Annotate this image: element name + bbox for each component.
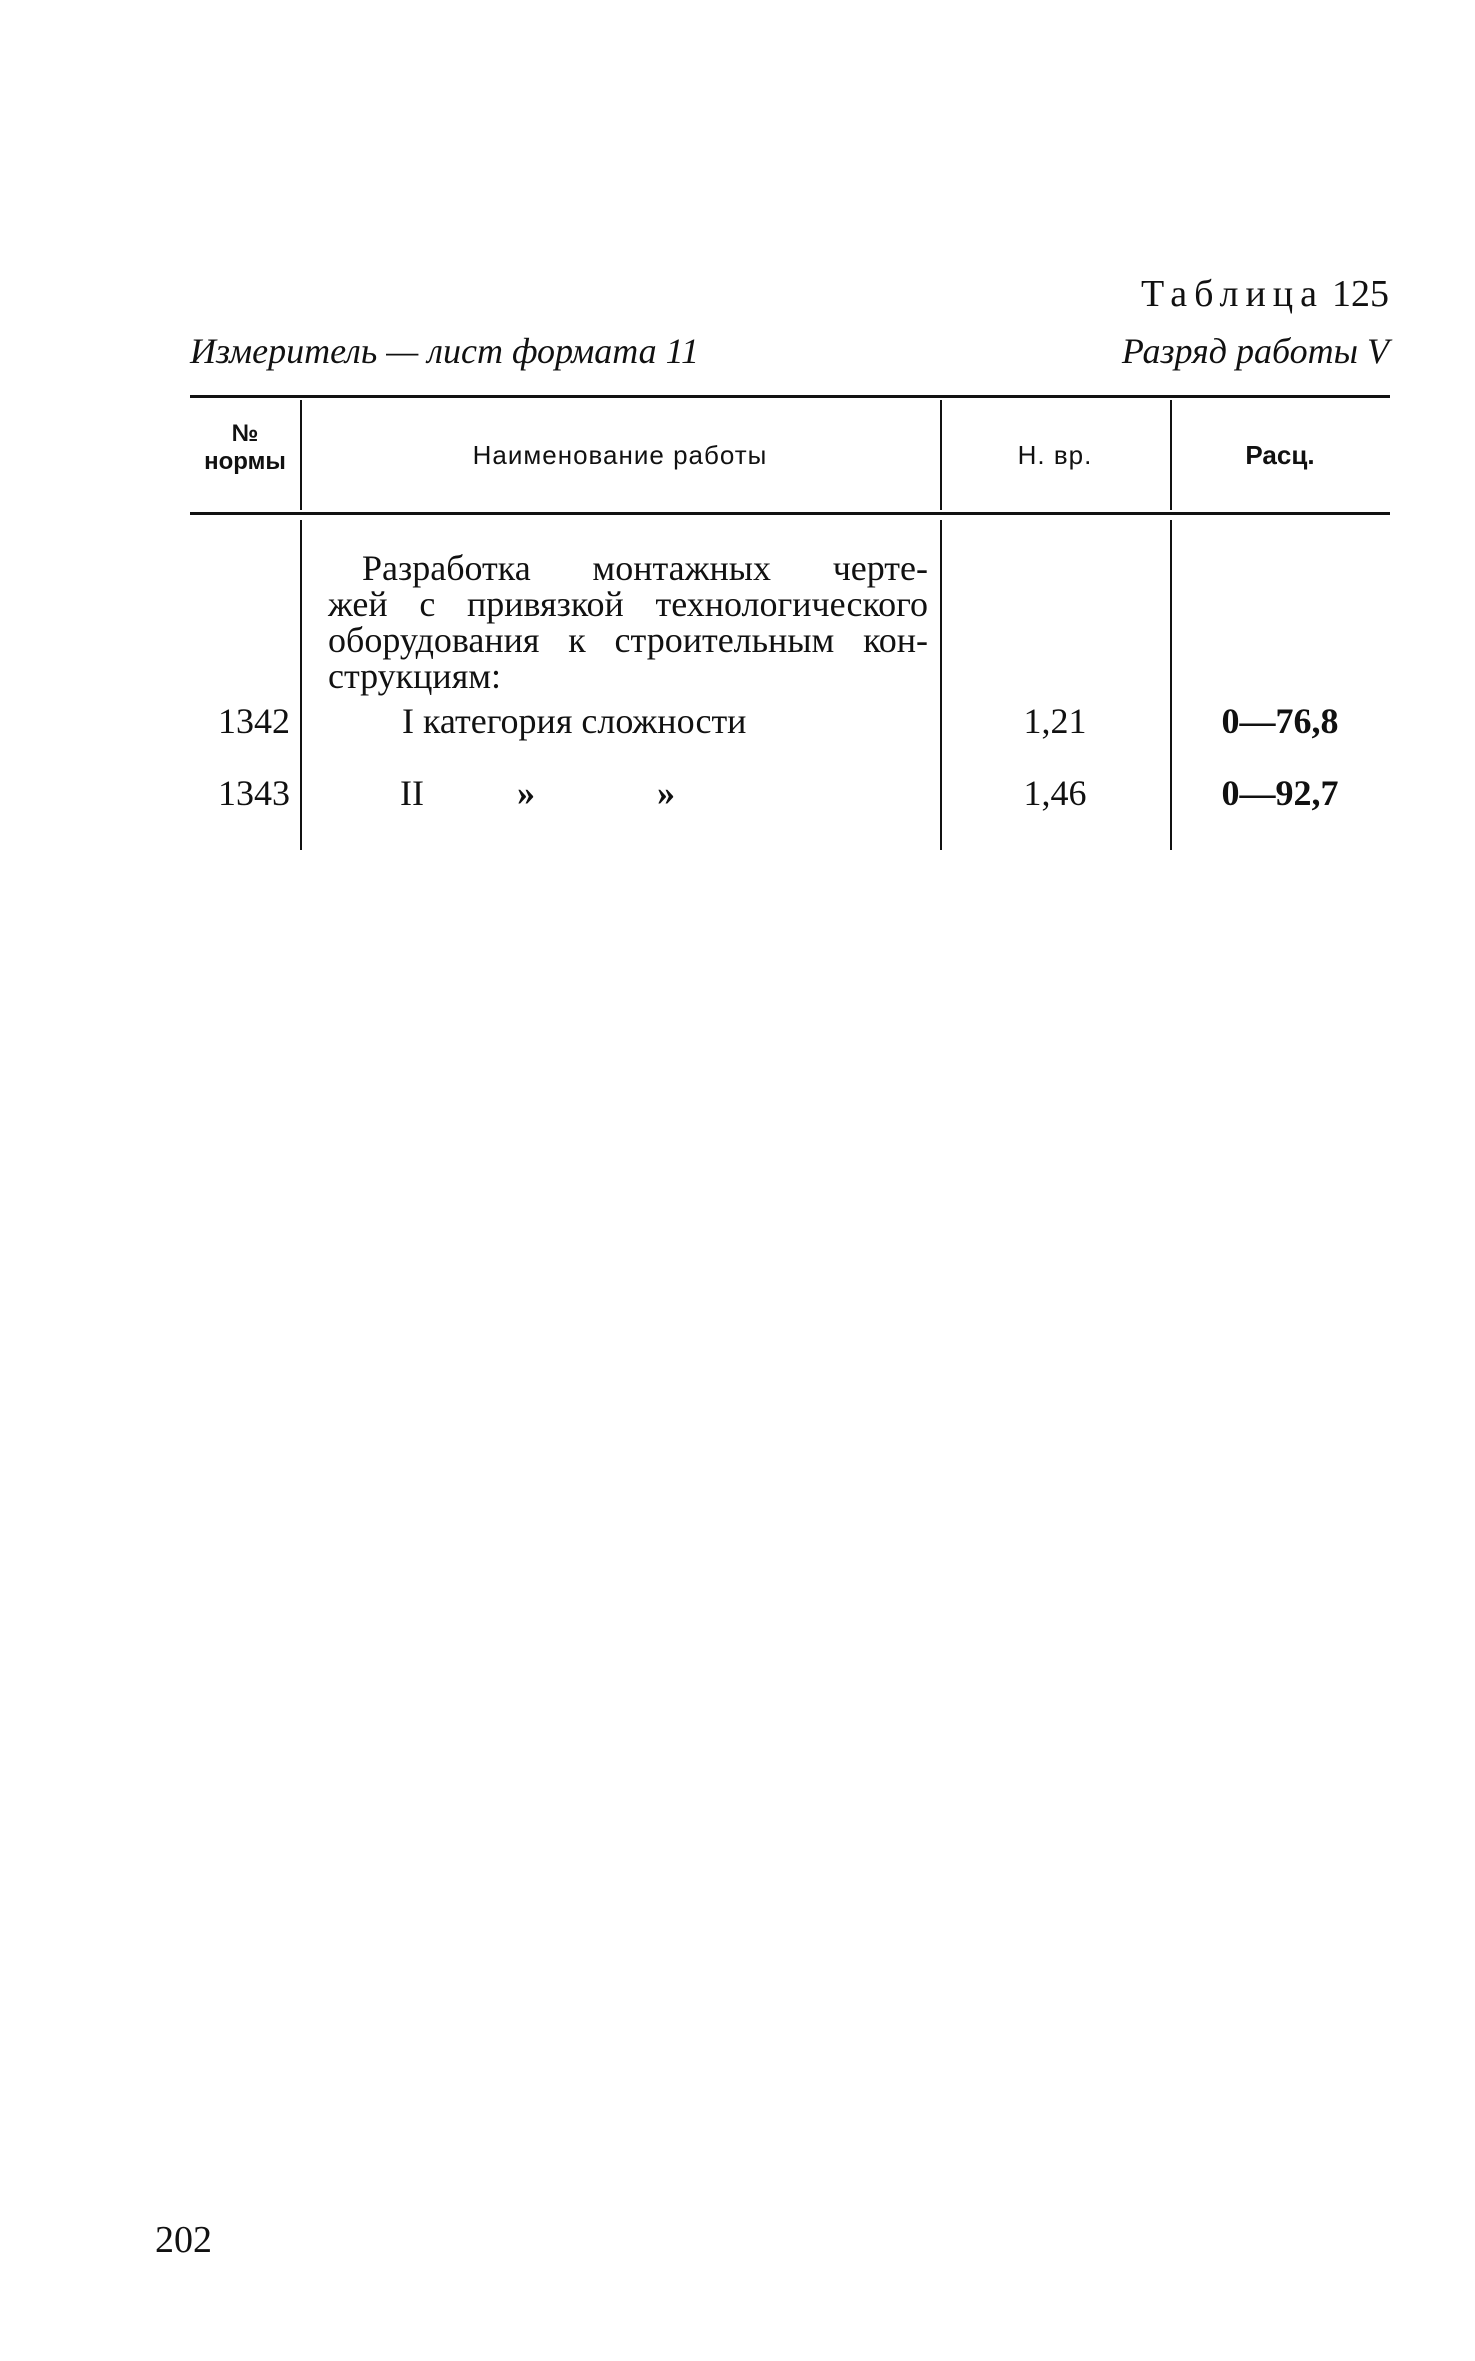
table-top-rule [190,395,1390,398]
row-time: 1,46 [1023,773,1087,813]
row-rate: 0—92,7 [1221,773,1339,813]
row-time: 1,21 [1023,701,1087,741]
column-divider [300,520,302,850]
row-rate: 0—76,8 [1221,701,1339,741]
column-header-time: Н. вр. [1017,440,1093,470]
number-label: нормы [204,448,286,475]
ditto-mark: » [517,773,535,813]
column-header-name: Наименование работы [472,440,768,470]
page-number: 202 [155,2219,212,2261]
number-symbol: № [231,420,259,447]
column-header-number [190,420,300,476]
description-line: жей с привязкой технологического [328,584,928,624]
table-caption [1141,272,1389,316]
work-category-label: Разряд работы V [1121,331,1389,371]
row-number: 1343 [218,773,290,813]
header-bottom-rule [190,512,1390,515]
row-name: I категория сложности [402,701,747,741]
description-line: струкциям: [328,656,502,696]
caption-word: Таблица [1140,273,1324,315]
caption-number: 125 [1332,273,1389,315]
description-line: оборудования к строительным кон- [328,620,928,660]
ditto-mark: » [657,773,675,813]
meter-label: Измеритель — лист формата 11 [190,331,699,371]
description-line: Разработка монтажных черте- [362,548,928,588]
row-name: II [400,773,424,813]
row-number: 1342 [218,701,290,741]
work-description [328,550,928,694]
column-header-rate: Расц. [1245,440,1315,470]
